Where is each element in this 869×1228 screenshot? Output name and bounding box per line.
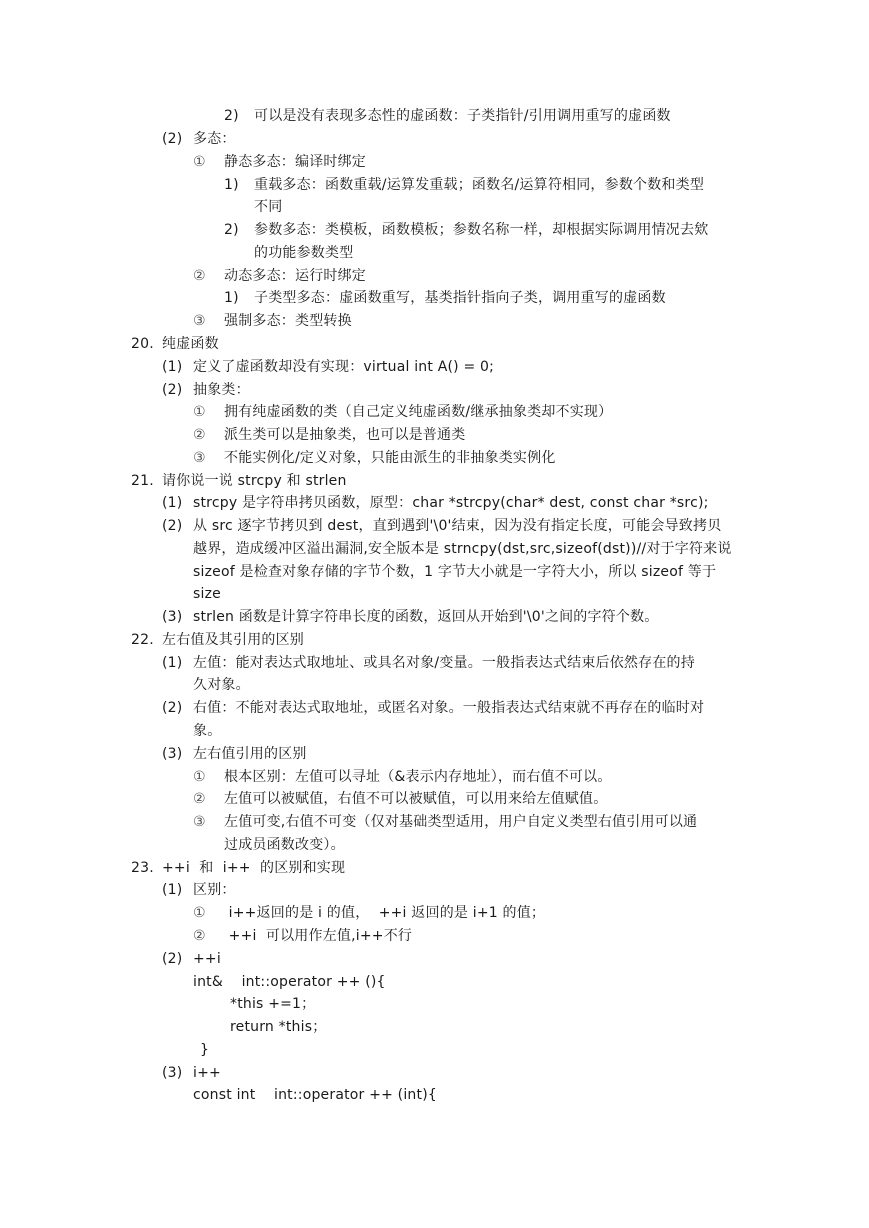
list-marker: (1) xyxy=(162,495,183,511)
list-item xyxy=(193,903,545,923)
list-marker: ① xyxy=(193,769,206,785)
list-marker: (2) xyxy=(162,382,183,398)
list-marker: ③ xyxy=(193,313,206,329)
line-text: 左右值及其引用的区别 xyxy=(162,632,304,648)
code-line xyxy=(200,1040,209,1060)
code-line xyxy=(230,1017,326,1037)
line-text: 请你说一说 strcpy 和 strlen xyxy=(162,473,347,489)
list-item xyxy=(193,402,612,422)
list-item xyxy=(193,152,366,172)
line-text: ++i 可以用作左值,i++不行 xyxy=(224,928,413,944)
line-text: i++ xyxy=(193,1065,221,1081)
line-text: 左值：能对表达式取地址、或具名对象/变量。一般指表达式结束后依然存在的持 xyxy=(193,655,695,671)
line-text: 象。 xyxy=(193,723,222,739)
line-text: 动态多态：运行时绑定 xyxy=(224,268,366,284)
line-text: 右值：不能对表达式取地址，或匿名对象。一般指表达式结束就不再存在的临时对 xyxy=(193,700,705,716)
line-text: 越界，造成缓冲区溢出漏洞,安全版本是 strncpy(dst,src,sizeof(dst))//对于字符来说 xyxy=(193,541,732,557)
list-marker: (1) xyxy=(162,359,183,375)
section-number: 22. xyxy=(131,632,154,648)
line-text: 子类型多态：虚函数重写，基类指针指向子类，调用重写的虚函数 xyxy=(254,290,666,306)
section-heading xyxy=(131,471,347,491)
section-heading xyxy=(131,858,345,878)
list-item xyxy=(162,380,250,400)
line-text: 可以是没有表现多态性的虚函数：子类指针/引用调用重写的虚函数 xyxy=(254,108,671,124)
list-item xyxy=(162,607,659,627)
list-item xyxy=(162,949,221,969)
list-item xyxy=(162,744,307,764)
line-text: 拥有纯虚函数的类（自己定义纯虚函数/继承抽象类却不实现） xyxy=(224,404,613,420)
line-text: 抽象类： xyxy=(193,382,250,398)
line-text: return *this； xyxy=(230,1019,327,1035)
list-marker: (2) xyxy=(162,131,183,147)
list-item xyxy=(193,448,556,468)
list-item xyxy=(162,653,695,673)
line-text: 过成员函数改变）。 xyxy=(224,837,345,853)
list-marker: ① xyxy=(193,404,206,420)
list-item xyxy=(193,789,607,809)
section-number: 20. xyxy=(131,336,154,352)
list-item-continuation xyxy=(193,675,250,695)
line-text: } xyxy=(200,1042,210,1058)
list-marker: (2) xyxy=(162,951,183,967)
list-marker: 1) xyxy=(224,290,239,306)
line-text: 参数多态：类模板，函数模板；参数名称一样，却根据实际调用情况去欸 xyxy=(254,222,709,238)
list-item-continuation xyxy=(193,562,716,582)
list-marker: ① xyxy=(193,154,206,170)
list-item-continuation xyxy=(254,243,353,263)
line-text: 纯虚函数 xyxy=(162,336,219,352)
line-text: 根本区别：左值可以寻址（&表示内存地址），而右值不可以。 xyxy=(224,769,612,785)
list-marker: (2) xyxy=(162,700,183,716)
list-marker: ② xyxy=(193,791,206,807)
list-item xyxy=(162,1063,221,1083)
line-text: *this +=1； xyxy=(230,996,316,1012)
section-number: 21. xyxy=(131,473,154,489)
list-item xyxy=(193,812,697,832)
list-item xyxy=(193,266,366,286)
list-item xyxy=(162,493,709,513)
line-text: 定义了虚函数却没有实现：virtual int A() = 0; xyxy=(193,359,495,375)
line-text: int& int::operator ++ (){ xyxy=(193,974,386,990)
line-text: i++返回的是 i 的值， ++i 返回的是 i+1 的值； xyxy=(224,905,546,921)
list-item xyxy=(224,288,666,308)
line-text: 强制多态：类型转换 xyxy=(224,313,352,329)
list-item xyxy=(193,926,412,946)
list-item xyxy=(162,880,236,900)
list-marker: (3) xyxy=(162,746,183,762)
list-item-continuation xyxy=(254,197,282,217)
list-item xyxy=(224,106,671,126)
line-text: sizeof 是检查对象存储的字节个数，1 字节大小就是一字符大小，所以 sizeof 等于 xyxy=(193,564,717,580)
line-text: const int int::operator ++ (int){ xyxy=(193,1087,437,1103)
list-marker: 1) xyxy=(224,177,239,193)
line-text: 左值可变,右值不可变（仅对基础类型适用，用户自定义类型右值引用可以通 xyxy=(224,814,698,830)
code-line xyxy=(230,994,315,1014)
list-marker: ② xyxy=(193,427,206,443)
code-line xyxy=(193,972,386,992)
list-item xyxy=(224,175,704,195)
line-text: ++i 和 i++ 的区别和实现 xyxy=(162,860,346,876)
line-text: 的功能参数类型 xyxy=(254,245,354,261)
list-marker: ③ xyxy=(193,450,206,466)
list-item xyxy=(162,698,704,718)
list-item xyxy=(193,311,352,331)
section-heading xyxy=(131,334,219,354)
line-text: 多态： xyxy=(193,131,236,147)
list-marker: 2) xyxy=(224,108,239,124)
line-text: size xyxy=(193,586,221,602)
line-text: 区别： xyxy=(193,882,236,898)
line-text: 左右值引用的区别 xyxy=(193,746,307,762)
line-text: 久对象。 xyxy=(193,677,250,693)
list-marker: ③ xyxy=(193,814,206,830)
list-item xyxy=(162,129,236,149)
list-item xyxy=(224,220,708,240)
list-marker: ② xyxy=(193,268,206,284)
list-item xyxy=(162,516,721,536)
list-item-continuation xyxy=(193,721,221,741)
list-marker: ① xyxy=(193,905,206,921)
line-text: ++i xyxy=(193,951,221,967)
list-item xyxy=(193,767,612,787)
list-marker: (3) xyxy=(162,609,183,625)
list-marker: (2) xyxy=(162,518,183,534)
section-number: 23. xyxy=(131,860,154,876)
line-text: 不能实例化/定义对象，只能由派生的非抽象类实例化 xyxy=(224,450,556,466)
line-text: strlen 函数是计算字符串长度的函数，返回从开始到'\0'之间的字符个数。 xyxy=(193,609,659,625)
list-item xyxy=(193,425,465,445)
list-item-continuation xyxy=(193,539,732,559)
line-text: 派生类可以是抽象类，也可以是普通类 xyxy=(224,427,466,443)
line-text: 从 src 逐字节拷贝到 dest，直到遇到'\0'结束，因为没有指定长度，可能会导致拷贝 xyxy=(193,518,722,534)
list-item-continuation xyxy=(224,835,345,855)
list-item xyxy=(162,357,494,377)
list-marker: (1) xyxy=(162,882,183,898)
section-heading xyxy=(131,630,304,650)
list-item-continuation xyxy=(193,584,221,604)
list-marker: (1) xyxy=(162,655,183,671)
line-text: 重载多态：函数重载/运算发重载；函数名/运算符相同，参数个数和类型 xyxy=(254,177,705,193)
code-line xyxy=(193,1085,437,1105)
list-marker: 2) xyxy=(224,222,239,238)
line-text: 静态多态：编译时绑定 xyxy=(224,154,366,170)
line-text: strcpy 是字符串拷贝函数，原型：char *strcpy(char* dest, const char *src); xyxy=(193,495,709,511)
list-marker: ② xyxy=(193,928,206,944)
list-marker: (3) xyxy=(162,1065,183,1081)
line-text: 不同 xyxy=(254,199,283,215)
line-text: 左值可以被赋值，右值不可以被赋值，可以用来给左值赋值。 xyxy=(224,791,608,807)
